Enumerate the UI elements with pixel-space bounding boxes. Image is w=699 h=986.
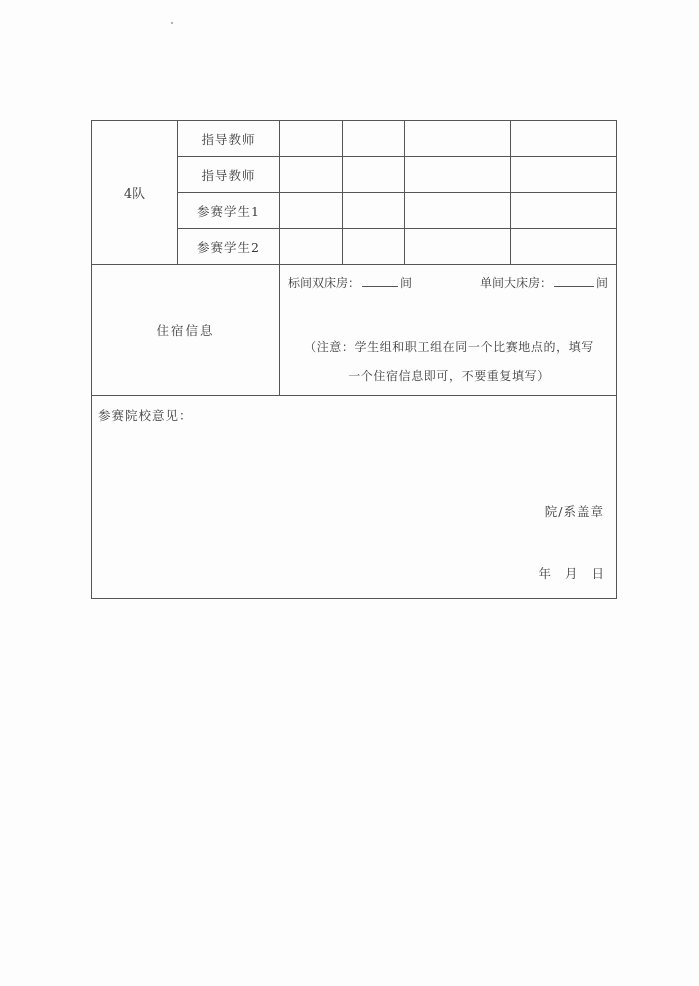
standard-room-unit: 间 bbox=[400, 276, 413, 290]
lodging-note-line-2: 一个住宿信息即可，不要重复填写） bbox=[348, 369, 550, 383]
school-opinion-cell[interactable] bbox=[92, 396, 617, 599]
entry-cell[interactable] bbox=[343, 121, 405, 157]
entry-cell[interactable] bbox=[280, 121, 343, 157]
room-count-line bbox=[288, 274, 608, 291]
role-cell bbox=[178, 157, 280, 193]
single-room-label: 单间大床房： bbox=[479, 276, 552, 290]
registration-form-table bbox=[91, 120, 617, 599]
role-cell bbox=[178, 229, 280, 265]
lodging-row bbox=[92, 265, 617, 396]
department-seal-label: 院/系盖章 bbox=[544, 504, 604, 519]
single-room-count-blank[interactable] bbox=[554, 274, 594, 287]
standard-room-count-blank[interactable] bbox=[362, 274, 398, 287]
single-room-unit: 间 bbox=[595, 276, 608, 290]
team-row-1 bbox=[92, 121, 617, 157]
entry-cell[interactable] bbox=[343, 157, 405, 193]
lodging-label: 住宿信息 bbox=[156, 323, 215, 338]
entry-cell[interactable] bbox=[343, 229, 405, 265]
entry-cell[interactable] bbox=[511, 193, 617, 229]
opinion-row bbox=[92, 396, 617, 599]
entry-cell[interactable] bbox=[405, 121, 511, 157]
lodging-note-line-1: （注意：学生组和职工组在同一个比赛地点的，填写 bbox=[304, 340, 594, 354]
school-opinion-title: 参赛院校意见： bbox=[98, 408, 193, 423]
lodging-note bbox=[286, 333, 612, 391]
entry-cell[interactable] bbox=[343, 193, 405, 229]
role-cell bbox=[178, 193, 280, 229]
standard-room-label: 标间双床房： bbox=[288, 276, 361, 290]
entry-cell[interactable] bbox=[280, 157, 343, 193]
team-label: 4队 bbox=[123, 187, 146, 202]
lodging-info-cell bbox=[280, 265, 617, 396]
role-label-student-1: 参赛学生1 bbox=[197, 203, 260, 219]
team-label-cell bbox=[92, 121, 178, 265]
lodging-label-cell bbox=[92, 265, 280, 396]
scan-speck bbox=[171, 22, 173, 24]
entry-cell[interactable] bbox=[405, 193, 511, 229]
entry-cell[interactable] bbox=[280, 229, 343, 265]
role-cell bbox=[178, 121, 280, 157]
standard-room-field bbox=[288, 274, 412, 291]
date-label: 年 月 日 bbox=[538, 566, 604, 581]
role-label-advisor-2: 指导教师 bbox=[201, 167, 256, 183]
entry-cell[interactable] bbox=[405, 157, 511, 193]
entry-cell[interactable] bbox=[511, 157, 617, 193]
role-label-advisor-1: 指导教师 bbox=[201, 131, 256, 147]
role-label-student-2: 参赛学生2 bbox=[197, 239, 260, 255]
entry-cell[interactable] bbox=[280, 193, 343, 229]
single-room-field bbox=[480, 274, 608, 291]
entry-cell[interactable] bbox=[511, 121, 617, 157]
entry-cell[interactable] bbox=[511, 229, 617, 265]
entry-cell[interactable] bbox=[405, 229, 511, 265]
